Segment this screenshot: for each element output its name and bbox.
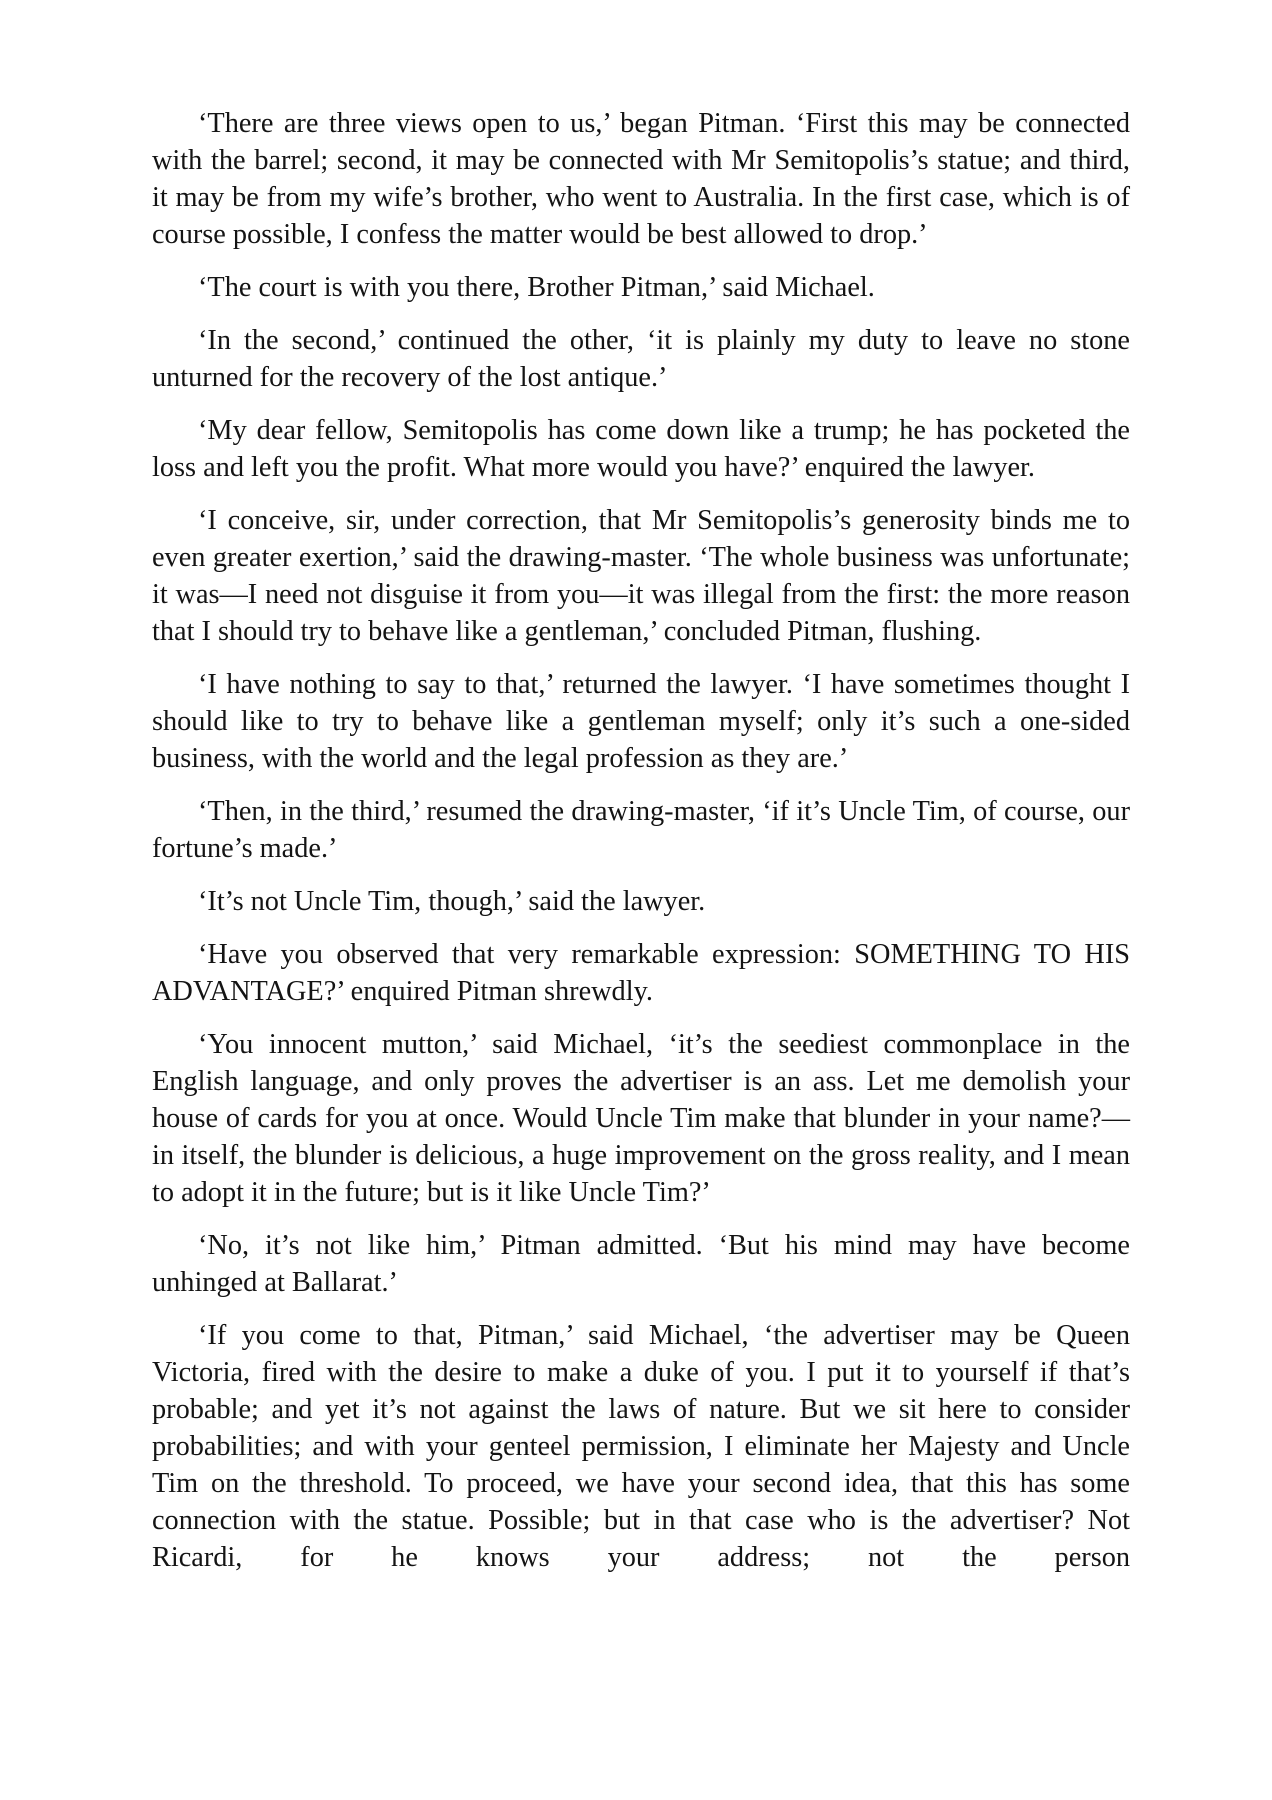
paragraph-11: ‘No, it’s not like him,’ Pitman admitted. ‘But his mind may have become unhinged at Ballarat.’ — [152, 1230, 1130, 1298]
paragraph-3: ‘In the second,’ continued the other, ‘it is plainly my duty to leave no stone unturned for the recovery of the lost antique.’ — [152, 325, 1130, 393]
paragraph-8: ‘It’s not Uncle Tim, though,’ said the lawyer. — [198, 886, 706, 917]
paragraph-5: ‘I conceive, sir, under correction, that Mr Semitopolis’s generosity binds me to even greater exertion,’ said the drawing-master. ‘The whole business was unfortunate; it was—I need not disguise it from you—it was illegal from the first: the more reason that I should try to behave like a gentleman,’ concluded Pitman, flushing. — [152, 505, 1130, 647]
paragraph-10: ‘You innocent mutton,’ said Michael, ‘it’s the seediest commonplace in the English language, and only proves the advertiser is an ass. Let me demolish your house of cards for you at once. Would Uncle Tim make that blunder in your name?—in itself, the blunder is delicious, a huge improvement on the gross reality, and I mean to adopt it in the future; but is it like Uncle Tim?’ — [152, 1029, 1130, 1208]
paragraph-9: ‘Have you observed that very remarkable expression: SOMETHING TO HIS ADVANTAGE?’ enquired Pitman shrewdly. — [152, 939, 1130, 1007]
paragraph-1: ‘There are three views open to us,’ began Pitman. ‘First this may be connected with the barrel; second, it may be connected with Mr Semitopolis’s statue; and third, it may be from my wife’s brother, who went to Australia. In the first case, which is of course possible, I confess the matter would be best allowed to drop.’ — [152, 108, 1130, 250]
paragraph-4: ‘My dear fellow, Semitopolis has come down like a trump; he has pocketed the loss and left you the profit. What more would you have?’ enquired the lawyer. — [152, 415, 1130, 483]
book-page — [152, 105, 1130, 1576]
paragraph-12: ‘If you come to that, Pitman,’ said Michael, ‘the advertiser may be Queen Victoria, fired with the desire to make a duke of you. I put it to yourself if that’s probable; and yet it’s not against the laws of nature. But we sit here to consider probabilities; and with your genteel permission, I eliminate her Majesty and Uncle Tim on the threshold. To proceed, we have your second idea, that this has some connection with the statue. Possible; but in that case who is the advertiser? Not Ricardi, for he knows your address; not the person — [152, 1320, 1130, 1573]
paragraph-2: ‘The court is with you there, Brother Pitman,’ said Michael. — [198, 272, 875, 303]
paragraph-7: ‘Then, in the third,’ resumed the drawing-master, ‘if it’s Uncle Tim, of course, our fortune’s made.’ — [152, 796, 1130, 864]
paragraph-6: ‘I have nothing to say to that,’ returned the lawyer. ‘I have sometimes thought I should like to try to behave like a gentleman myself; only it’s such a one-sided business, with the world and the legal profession as they are.’ — [152, 669, 1130, 774]
